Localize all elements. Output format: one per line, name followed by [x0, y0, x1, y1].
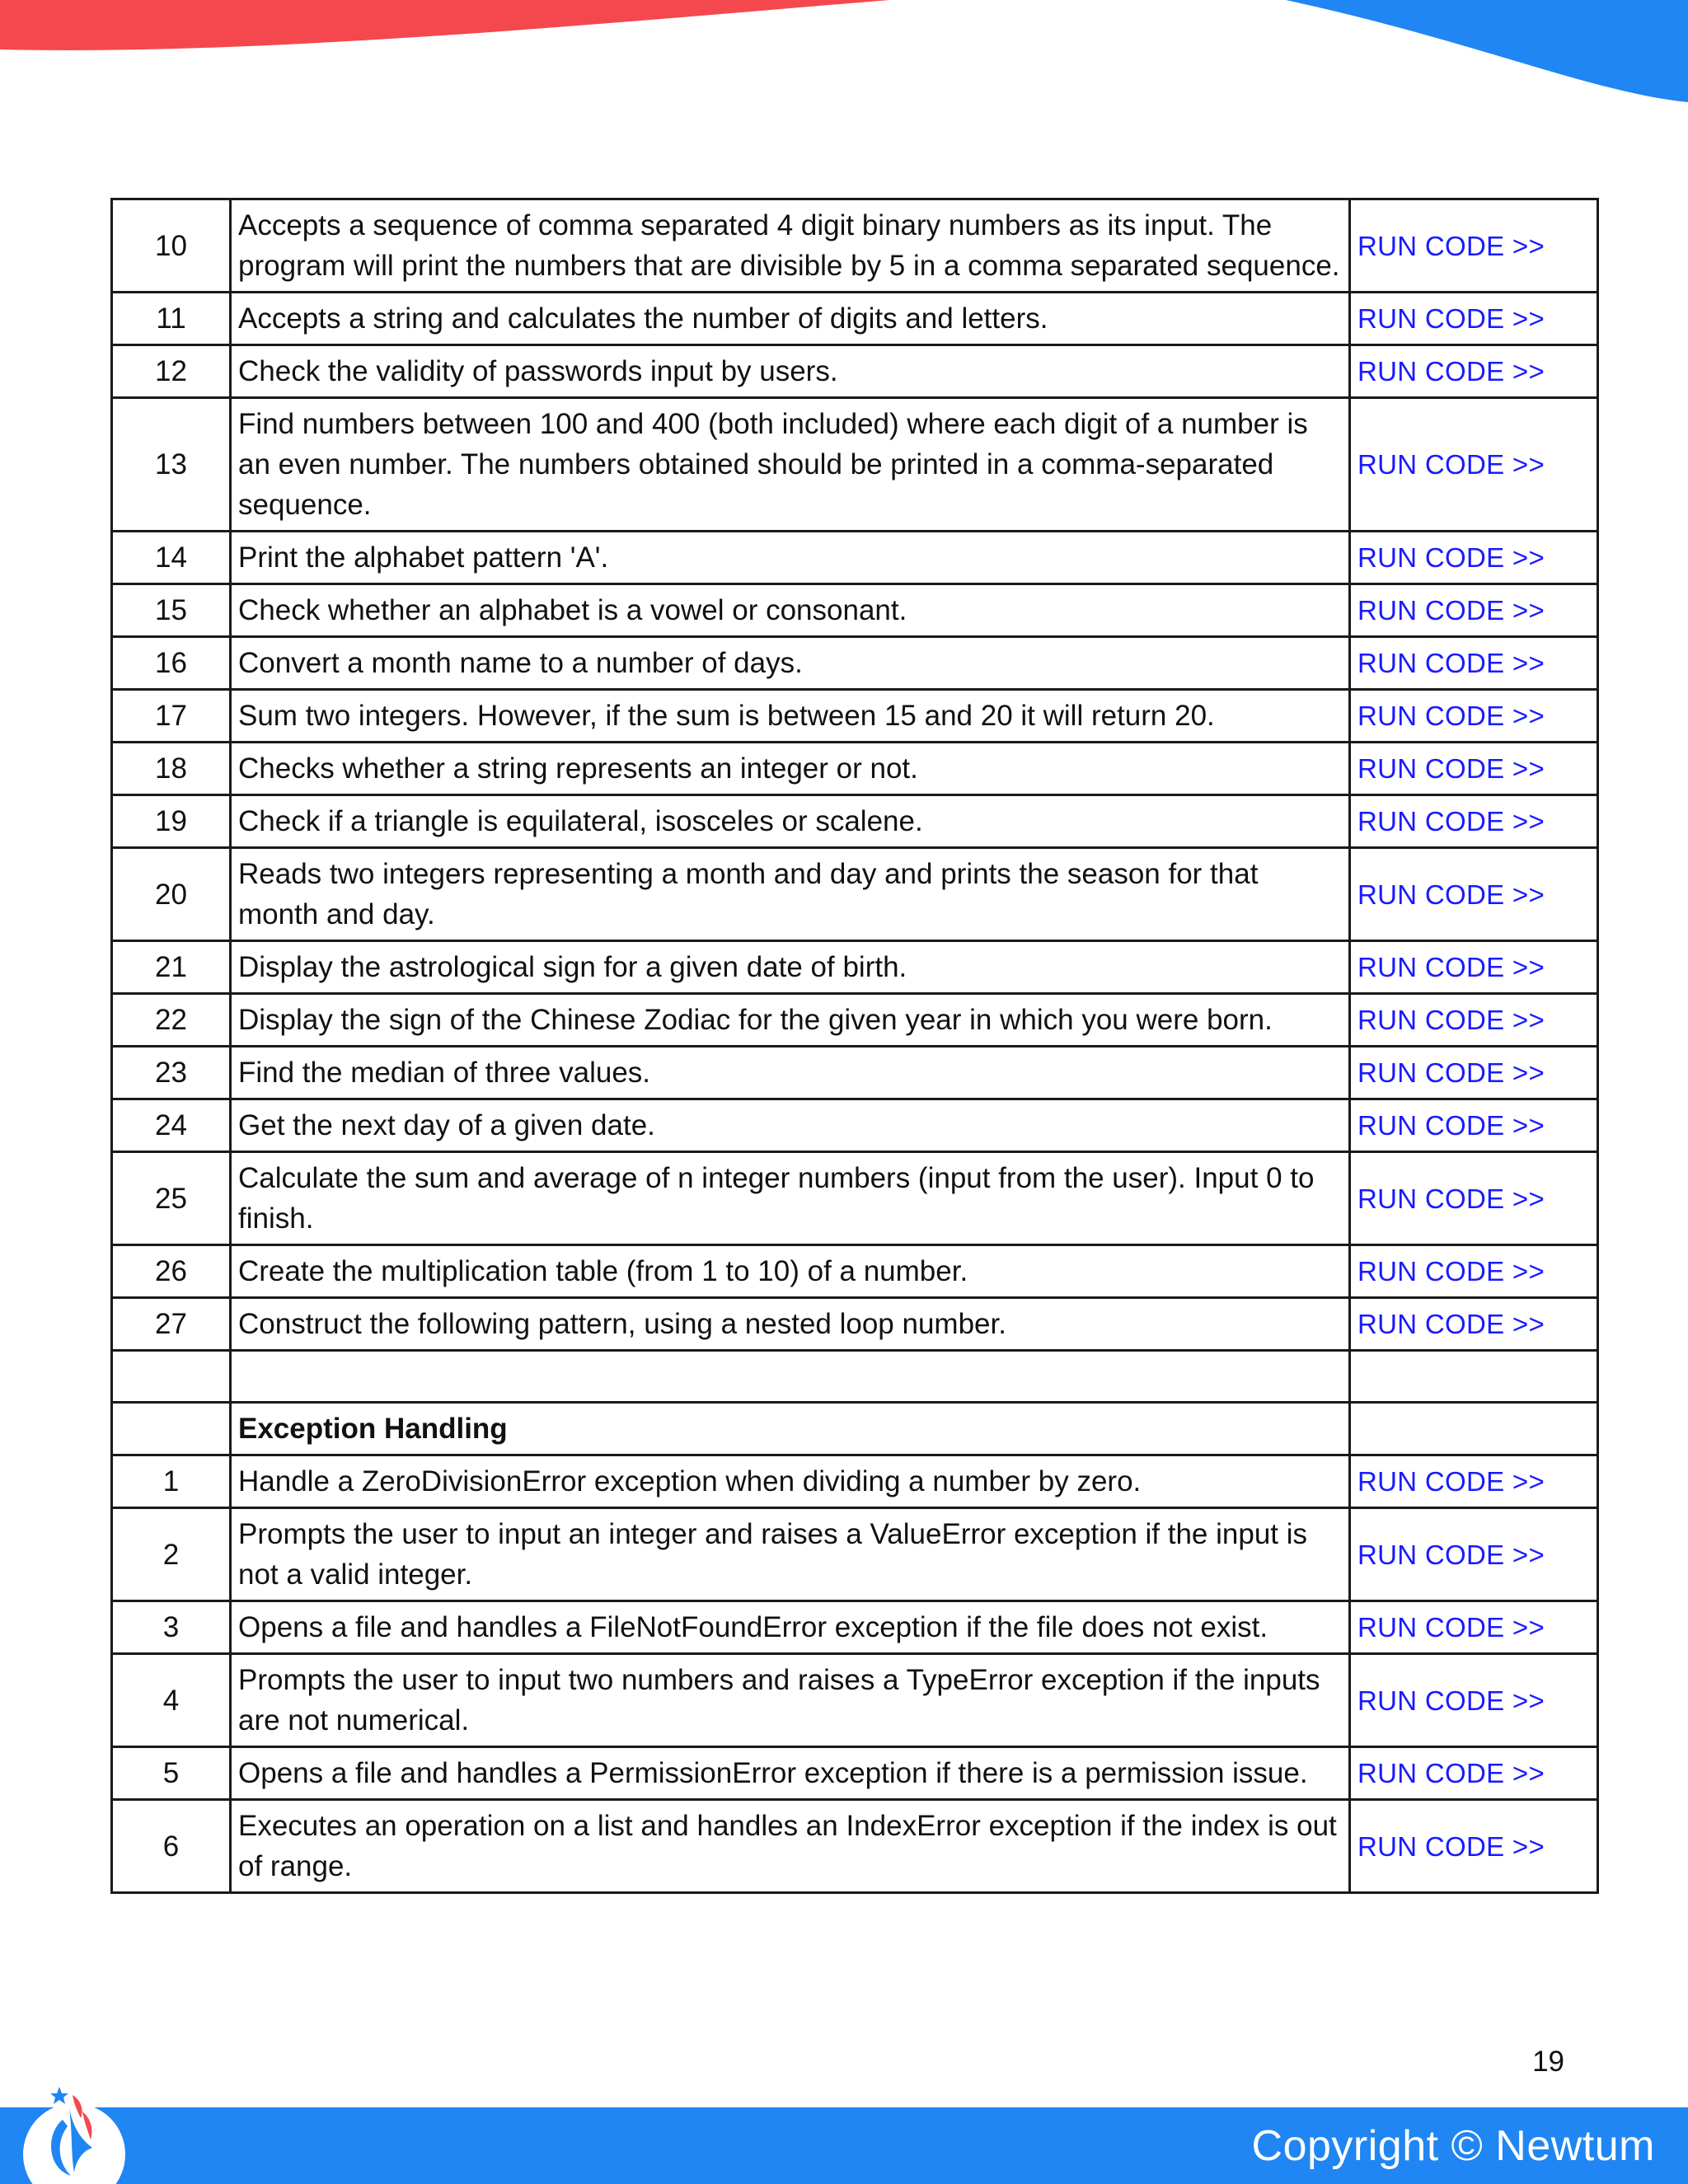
row-description: Check the validity of passwords input by users. [231, 345, 1350, 398]
table-row [112, 293, 1598, 345]
row-number: 17 [112, 690, 231, 743]
run-code-cell [1350, 1298, 1598, 1351]
run-code-link[interactable]: RUN CODE >> [1357, 449, 1545, 480]
row-description: Prompts the user to input two numbers and raises a TypeError exception if the inputs are not numerical. [231, 1654, 1350, 1747]
top-blue-wave [1286, 0, 1688, 102]
row-description: Find the median of three values. [231, 1047, 1350, 1099]
run-code-link[interactable]: RUN CODE >> [1357, 1183, 1545, 1214]
run-code-link[interactable]: RUN CODE >> [1357, 356, 1545, 387]
run-code-cell [1350, 1245, 1598, 1298]
run-code-link[interactable]: RUN CODE >> [1357, 648, 1545, 678]
table-row [112, 1747, 1598, 1800]
run-code-cell [1350, 941, 1598, 994]
run-code-link[interactable]: RUN CODE >> [1357, 1110, 1545, 1141]
run-code-cell [1350, 743, 1598, 795]
row-description: Checks whether a string represents an integer or not. [231, 743, 1350, 795]
table-row [112, 584, 1598, 637]
run-code-cell [1350, 1152, 1598, 1245]
table-row [112, 199, 1598, 293]
blank-cell [112, 1403, 231, 1455]
table-row [112, 1800, 1598, 1893]
run-code-link[interactable]: RUN CODE >> [1357, 542, 1545, 573]
row-number: 3 [112, 1601, 231, 1654]
row-number: 26 [112, 1245, 231, 1298]
page-number: 19 [1532, 2046, 1564, 2078]
table-row [112, 1508, 1598, 1601]
row-number: 10 [112, 199, 231, 293]
run-code-link[interactable]: RUN CODE >> [1357, 1256, 1545, 1286]
row-number: 11 [112, 293, 231, 345]
run-code-link[interactable]: RUN CODE >> [1357, 1539, 1545, 1570]
run-code-cell [1350, 584, 1598, 637]
table-row [112, 941, 1598, 994]
run-code-link[interactable]: RUN CODE >> [1357, 1758, 1545, 1788]
row-description: Check if a triangle is equilateral, isosceles or scalene. [231, 795, 1350, 848]
row-description: Accepts a string and calculates the number of digits and letters. [231, 293, 1350, 345]
row-number: 20 [112, 848, 231, 941]
blank-cell [231, 1351, 1350, 1403]
row-description: Print the alphabet pattern 'A'. [231, 532, 1350, 584]
blank-cell [1350, 1351, 1598, 1403]
row-number: 23 [112, 1047, 231, 1099]
run-code-link[interactable]: RUN CODE >> [1357, 1005, 1545, 1035]
table-row [112, 1601, 1598, 1654]
row-description: Sum two integers. However, if the sum is between 15 and 20 it will return 20. [231, 690, 1350, 743]
run-code-cell [1350, 345, 1598, 398]
row-description: Calculate the sum and average of n integer numbers (input from the user). Input 0 to finish. [231, 1152, 1350, 1245]
table-row [112, 848, 1598, 941]
run-code-link[interactable]: RUN CODE >> [1357, 1685, 1545, 1716]
run-code-link[interactable]: RUN CODE >> [1357, 230, 1545, 261]
row-number: 1 [112, 1455, 231, 1508]
table-row [112, 795, 1598, 848]
row-number: 13 [112, 398, 231, 532]
table-row [112, 345, 1598, 398]
row-description: Display the sign of the Chinese Zodiac for the given year in which you were born. [231, 994, 1350, 1047]
run-code-cell [1350, 1800, 1598, 1893]
table-row [112, 743, 1598, 795]
newtum-logo-icon [21, 2075, 127, 2184]
table-row [112, 1099, 1598, 1152]
programs-table-part1 [112, 199, 1598, 1351]
run-code-link[interactable]: RUN CODE >> [1357, 879, 1545, 910]
copyright-text: Copyright © Newtum [1251, 2122, 1655, 2170]
row-number: 21 [112, 941, 231, 994]
run-code-link[interactable]: RUN CODE >> [1357, 595, 1545, 626]
run-code-cell [1350, 199, 1598, 293]
run-code-cell [1350, 1601, 1598, 1654]
row-number: 5 [112, 1747, 231, 1800]
row-number: 14 [112, 532, 231, 584]
row-description: Prompts the user to input an integer and raises a ValueError exception if the input is not a valid integer. [231, 1508, 1350, 1601]
row-number: 2 [112, 1508, 231, 1601]
row-description: Executes an operation on a list and handles an IndexError exception if the index is out of range. [231, 1800, 1350, 1893]
run-code-link[interactable]: RUN CODE >> [1357, 1057, 1545, 1088]
table-row [112, 690, 1598, 743]
run-code-link[interactable]: RUN CODE >> [1357, 753, 1545, 784]
row-number: 16 [112, 637, 231, 690]
row-number: 24 [112, 1099, 231, 1152]
row-description: Convert a month name to a number of days. [231, 637, 1350, 690]
run-code-cell [1350, 690, 1598, 743]
run-code-link[interactable]: RUN CODE >> [1357, 1830, 1545, 1862]
row-number: 22 [112, 994, 231, 1047]
run-code-link[interactable]: RUN CODE >> [1357, 806, 1545, 837]
table-row [112, 637, 1598, 690]
row-number: 4 [112, 1654, 231, 1747]
table-row [112, 1654, 1598, 1747]
run-code-cell [1350, 398, 1598, 532]
row-description: Accepts a sequence of comma separated 4 digit binary numbers as its input. The program will print the numbers that are divisible by 5 in a comma separated sequence. [231, 199, 1350, 293]
row-number: 27 [112, 1298, 231, 1351]
row-number: 15 [112, 584, 231, 637]
run-code-link[interactable]: RUN CODE >> [1357, 1466, 1545, 1497]
separator-rows [112, 1351, 1598, 1455]
run-code-cell [1350, 1654, 1598, 1747]
table-row [112, 1455, 1598, 1508]
row-description: Handle a ZeroDivisionError exception when dividing a number by zero. [231, 1455, 1350, 1508]
row-description: Find numbers between 100 and 400 (both included) where each digit of a number is an even number. The numbers obtained should be printed in a comma-separated sequence. [231, 398, 1350, 532]
section-header-row [112, 1403, 1598, 1455]
table-row [112, 994, 1598, 1047]
top-wave-decoration [0, 0, 1688, 115]
table-row [112, 1047, 1598, 1099]
blank-cell [1350, 1403, 1598, 1455]
run-code-cell [1350, 293, 1598, 345]
top-red-wave [0, 0, 890, 50]
run-code-link[interactable]: RUN CODE >> [1357, 952, 1545, 982]
run-code-link[interactable]: RUN CODE >> [1357, 1309, 1545, 1339]
row-description: Opens a file and handles a FileNotFoundError exception if the file does not exist. [231, 1601, 1350, 1654]
row-description: Create the multiplication table (from 1 to 10) of a number. [231, 1245, 1350, 1298]
run-code-cell [1350, 1099, 1598, 1152]
row-description: Construct the following pattern, using a nested loop number. [231, 1298, 1350, 1351]
row-description: Display the astrological sign for a given date of birth. [231, 941, 1350, 994]
table-row [112, 398, 1598, 532]
run-code-cell [1350, 1747, 1598, 1800]
run-code-link[interactable]: RUN CODE >> [1357, 701, 1545, 731]
row-description: Opens a file and handles a PermissionError exception if there is a permission issue. [231, 1747, 1350, 1800]
run-code-link[interactable]: RUN CODE >> [1357, 303, 1545, 334]
blank-row [112, 1351, 1598, 1403]
row-description: Check whether an alphabet is a vowel or consonant. [231, 584, 1350, 637]
run-code-cell [1350, 994, 1598, 1047]
row-number: 12 [112, 345, 231, 398]
run-code-link[interactable]: RUN CODE >> [1357, 1612, 1545, 1643]
programs-table [110, 198, 1599, 1894]
row-description: Get the next day of a given date. [231, 1099, 1350, 1152]
row-description: Reads two integers representing a month and day and prints the season for that month and day. [231, 848, 1350, 941]
run-code-cell [1350, 1455, 1598, 1508]
table-row [112, 1152, 1598, 1245]
run-code-cell [1350, 1508, 1598, 1601]
row-number: 19 [112, 795, 231, 848]
row-number: 18 [112, 743, 231, 795]
programs-table-part2 [112, 1455, 1598, 1893]
table-row [112, 1298, 1598, 1351]
blank-cell [112, 1351, 231, 1403]
run-code-cell [1350, 848, 1598, 941]
section-title: Exception Handling [231, 1403, 1350, 1455]
run-code-cell [1350, 637, 1598, 690]
table-row [112, 1245, 1598, 1298]
row-number: 25 [112, 1152, 231, 1245]
run-code-cell [1350, 532, 1598, 584]
run-code-cell [1350, 1047, 1598, 1099]
run-code-cell [1350, 795, 1598, 848]
row-number: 6 [112, 1800, 231, 1893]
table-row [112, 532, 1598, 584]
